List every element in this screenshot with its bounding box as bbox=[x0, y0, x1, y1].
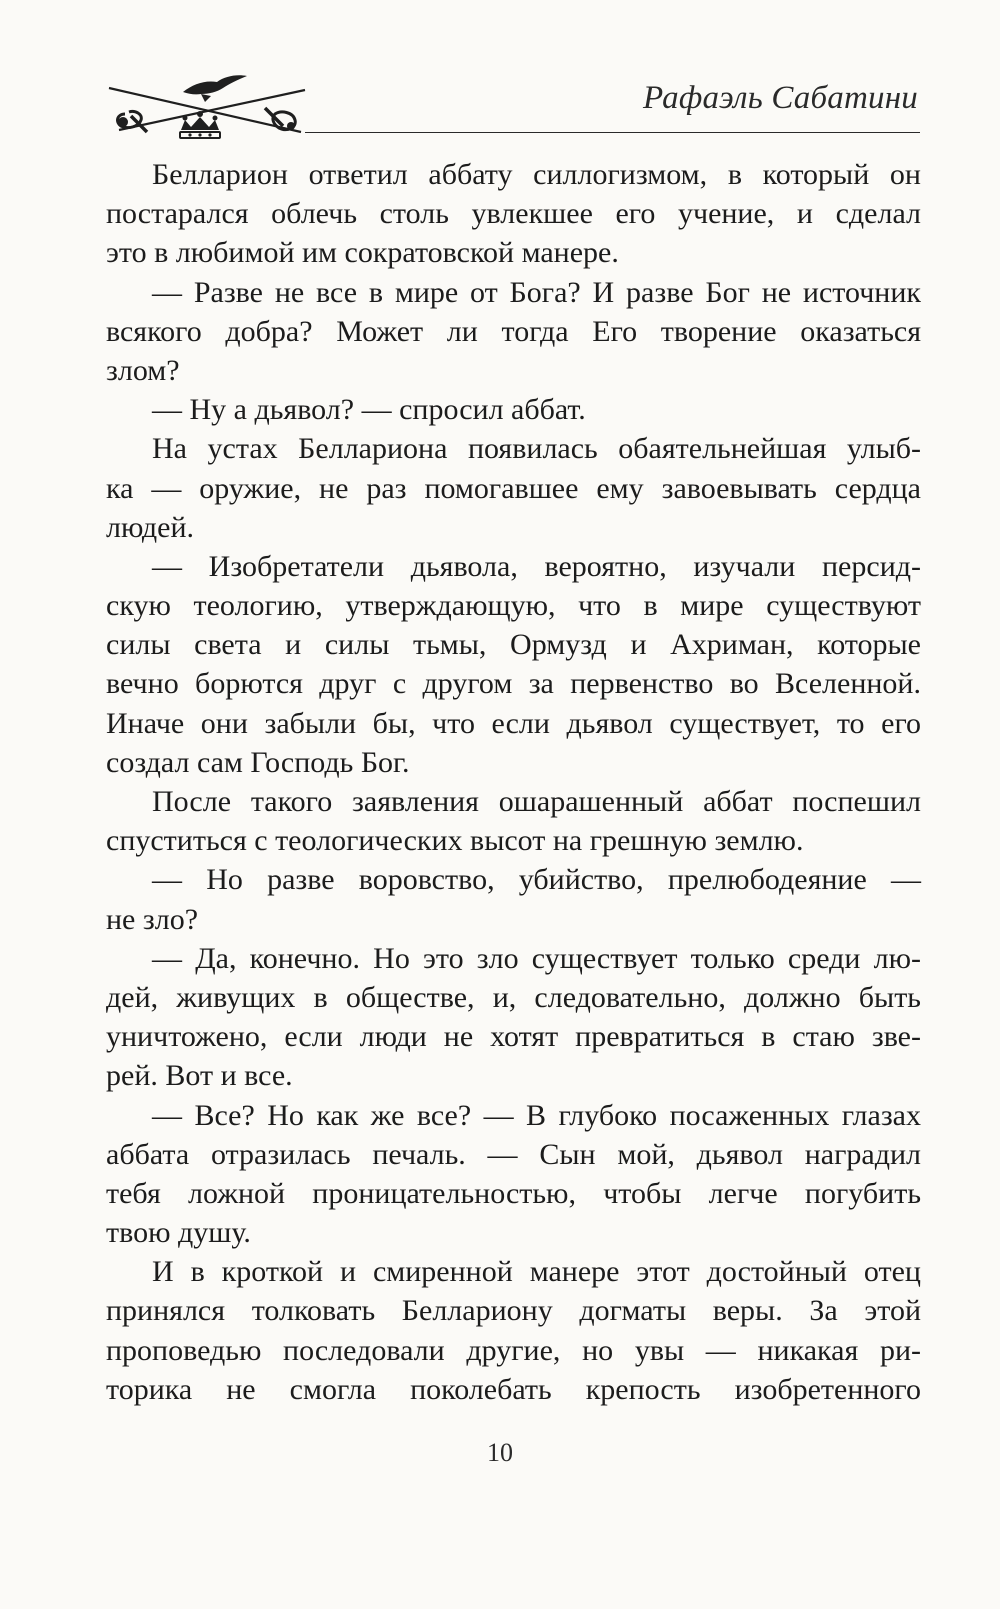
text-line: спуститься с теологических высот на грешную землю. bbox=[106, 824, 804, 858]
text-line: рей. Вот и все. bbox=[106, 1059, 293, 1093]
text-line: постарался облечь столь увлекшее его учение, и сделал bbox=[106, 197, 921, 231]
text-line: проповедью последовали другие, но увы — никакая ри- bbox=[106, 1333, 921, 1367]
text-line: создал сам Господь Бог. bbox=[106, 745, 410, 779]
text-line: злом? bbox=[106, 353, 180, 387]
text-line: твою душу. bbox=[106, 1216, 251, 1250]
text-line: торика не смогла поколебать крепость изобретенного bbox=[106, 1372, 921, 1406]
text-line: уничтожено, если люди не хотят превратиться в стаю зве- bbox=[106, 1020, 921, 1054]
text-line: Белларион ответил аббату силлогизмом, в который он bbox=[152, 158, 921, 191]
text-line: аббата отразилась печаль. — Сын мой, дьявол наградил bbox=[106, 1137, 921, 1171]
text-line: Иначе они забыли бы, что если дьявол существует, то его bbox=[106, 706, 921, 740]
text-line: — Да, конечно. Но это зло существует только среди лю- bbox=[152, 941, 921, 975]
text-line: И в кроткой и смиренной манере этот достойный отец bbox=[152, 1255, 921, 1289]
text-line: — Изобретатели дьявола, вероятно, изучали персид- bbox=[152, 549, 921, 583]
text-line: На устах Беллариона появилась обаятельнейшая улыб- bbox=[152, 432, 921, 466]
text-line: не зло? bbox=[106, 902, 199, 936]
text-line: — Все? Но как же все? — В глубоко посаженных глазах bbox=[152, 1098, 921, 1132]
text-line: ка — оружие, не раз помогавшее ему завоевывать сердца bbox=[106, 471, 921, 505]
crossed-swords-eagle-crown-icon bbox=[105, 70, 315, 150]
text-line: После такого заявления ошарашенный аббат поспешил bbox=[152, 785, 921, 818]
text-line: — Ну а дьявол? — спросил аббат. bbox=[152, 393, 586, 427]
text-line: дей, живущих в обществе, и, следовательно, должно быть bbox=[106, 980, 921, 1014]
text-line: — Но разве воровство, убийство, прелюбодеяние — bbox=[152, 863, 921, 897]
text-line: людей. bbox=[106, 510, 194, 544]
text-line: скую теологию, утверждающую, что в мире существуют bbox=[106, 589, 921, 623]
text-line: тебя ложной проницательностью, чтобы легче погубить bbox=[106, 1176, 921, 1210]
text-line: всякого добра? Может ли тогда Его творение оказаться bbox=[106, 314, 921, 348]
running-head-author: Рафаэль Сабатини bbox=[643, 80, 918, 116]
text-line: это в любимой им сократовской манере. bbox=[106, 236, 619, 270]
text-line: — Разве не все в мире от Бога? И разве Бог не источник bbox=[152, 275, 921, 309]
running-header bbox=[105, 60, 920, 150]
page-number: 10 bbox=[487, 1438, 513, 1467]
text-line: принялся толковать Беллариону догматы веры. За этой bbox=[106, 1294, 921, 1328]
header-rule bbox=[305, 132, 920, 133]
text-line: вечно борются друг с другом за первенство во Вселенной. bbox=[106, 667, 921, 701]
text-line: силы света и силы тьмы, Ормузд и Ахриман, которые bbox=[106, 628, 921, 662]
body-text bbox=[106, 155, 921, 1409]
